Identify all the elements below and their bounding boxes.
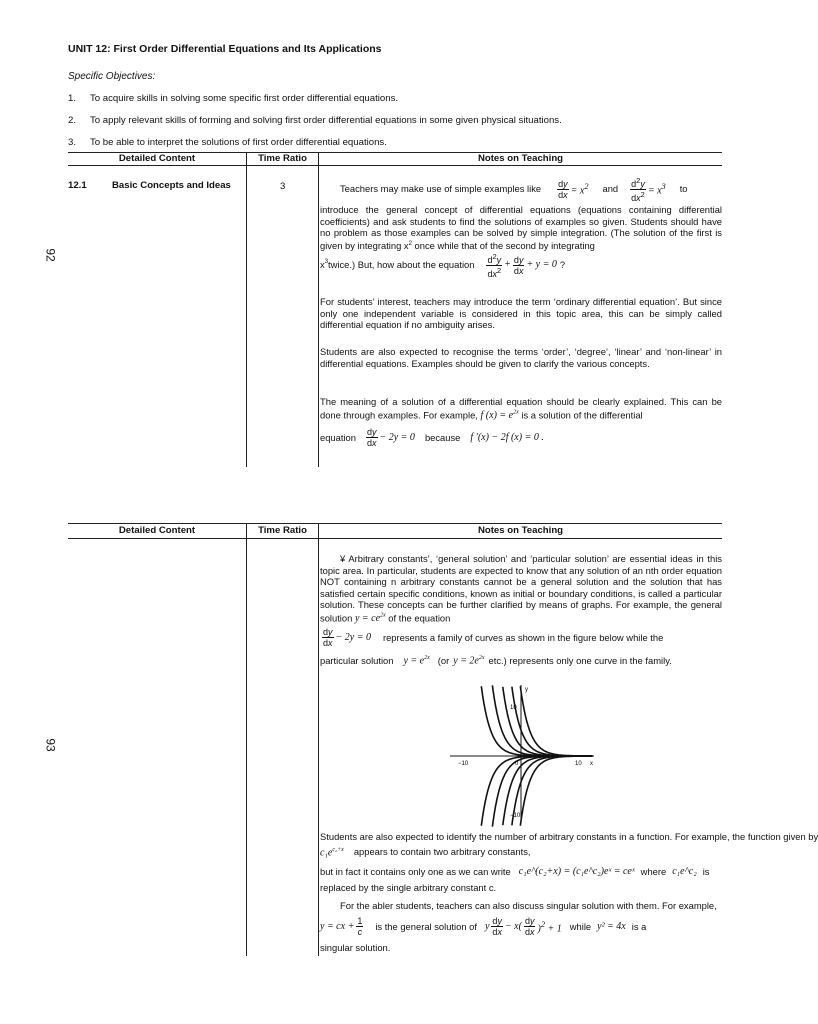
question-mark: ?	[559, 259, 566, 271]
paragraph-text: is	[702, 866, 710, 878]
fraction-d2y-dx2: $\frac{d^2y}{dx^2}$	[631, 175, 645, 203]
objective-item	[68, 93, 398, 104]
objective-text: To acquire skills in solving some specific first order differential equations.	[90, 93, 399, 104]
paragraph-text: ¥ Arbitrary constants’, ‘general solution’ and ‘particular solution’ are essential ideas in this topic area. In particular, students are expected to know that any solution of an nth order equation NOT containing n arbitrary constants cannot be a general solution and the solution that has satisfied certain specific conditions, known as initial or boundary conditions, is called a particular solution. These concepts can be further clarified by means of graphs. For example, the general solution	[320, 553, 722, 623]
superscript: 2	[408, 240, 412, 247]
notes-paragraph-2: For students’ interest, teachers may introduce the term ‘ordinary differential equation’. But since only one independent variable is considered in this topic area, this can be simply called differential equation if no ambiguity arises.	[320, 296, 722, 330]
origin-label: 0	[515, 761, 519, 767]
unit-title: UNIT 12: First Order Differential Equations and Its Applications	[68, 43, 382, 55]
equation-general: y = cx +	[320, 920, 355, 932]
equation-tail: − 2y = 0	[335, 631, 371, 643]
paragraph-text: represents a family of curves as shown in the figure below while the	[382, 631, 664, 643]
fraction-1-over-c: $\frac{1}{c}$	[357, 916, 363, 937]
paragraph-text: is a	[631, 920, 647, 932]
objective-number: 2.	[68, 115, 77, 126]
table-rule	[68, 538, 722, 539]
paragraph-text: x	[320, 259, 325, 271]
paragraph-text: is the general solution of	[375, 920, 477, 932]
paragraph-text: equation	[320, 431, 356, 443]
equation-singular: y² = 4x	[597, 920, 626, 932]
header-time-ratio: Time Ratio	[258, 525, 307, 536]
header-detailed-content: Detailed Content	[118, 153, 196, 164]
page-number: 92	[43, 248, 58, 262]
column-divider	[318, 152, 319, 467]
paragraph-text: and	[602, 183, 619, 195]
page-number: 93	[43, 738, 58, 752]
objective-text: To apply relevant skills of forming and solving first order differential equations in some given physical situations.	[90, 115, 562, 126]
equation-tail: − 2y = 0	[379, 431, 415, 443]
paragraph-text: once while that of the second by integrating	[411, 239, 595, 251]
notes-paragraph-5	[320, 553, 722, 670]
header-notes-on-teaching: Notes on Teaching	[477, 153, 564, 164]
solution-curve	[512, 687, 593, 756]
paragraph-text: but in fact it contains only one as we can write	[320, 866, 511, 878]
solution-curve	[503, 687, 593, 756]
column-divider	[246, 152, 247, 467]
paragraph-text: Teachers may make use of simple examples like	[340, 183, 542, 195]
paragraph-text: introduce the general concept of differential equations (equations containing differential coefficients) and ask students to find the solutions of examples so given. Students should have no problem as those examples can be solved by simple integration. (The solution of the first is given by integrating x	[320, 204, 722, 251]
equation-rewrite: c₁e^(c₂+x) = (c₁e^c₂)eˣ = ceˣ	[518, 866, 635, 878]
notes-paragraph-6	[320, 830, 818, 894]
paragraph-text: particular solution	[320, 654, 394, 666]
equation-constant: c₁e^c₂	[672, 866, 697, 878]
header-notes-on-teaching: Notes on Teaching	[477, 525, 564, 536]
paragraph-text: For the abler students, teachers can also discuss singular solution with them. For example,	[340, 900, 717, 911]
objective-item	[68, 137, 387, 148]
paragraph-text: singular solution.	[320, 941, 391, 953]
objective-number: 1.	[68, 93, 77, 104]
equation-fx: f $(x) = e^{2x}$	[480, 409, 519, 421]
paragraph-text: etc.) represents only one curve in the family.	[488, 654, 672, 666]
fraction-dy-dx: $\frac{dy}{dx}$	[492, 916, 502, 937]
axis-label-y: y	[525, 687, 528, 693]
column-divider	[246, 523, 247, 956]
notes-paragraph-1: Teachers may make use of simple examples like $\frac{dy}{dx}$ = $x^2$ and $\frac{d^2y}{dx^2}$ = $x^3$ to introduce the general concept of differential equations (equations containing differential coefficients) and ask students to find the solutions of examples so given. Students should have no problem as those examples can be solved by simple integration. (The solution of the first is given by integrating $x^2$ once while that of the second by integrating x $^3$ twice.) But, how about the equation $\frac{d^2y}{dx^2}$ + $\frac{dy}{dx}$ + y = 0 ?	[320, 175, 722, 279]
objective-item	[68, 115, 562, 126]
notes-paragraph-3: Students are also expected to recognise the terms ‘order’, ‘degree’, ‘linear’ and ‘non-linear’ in differential equations. Examples should be given to clarify the various concepts.	[320, 346, 722, 369]
paragraph-text: to	[679, 183, 688, 195]
equation-particular: $y = e^{2x}$	[403, 655, 430, 667]
superscript: 3	[324, 259, 329, 266]
section-title: Basic Concepts and Ideas	[112, 180, 231, 191]
solution-curve	[492, 685, 592, 756]
paragraph-text: because	[424, 431, 461, 443]
tick-label-10-right: 10	[575, 761, 582, 767]
paragraph-text: is a solution of the differential	[521, 408, 643, 420]
table-rule	[68, 165, 722, 166]
tick-label-10-top: 10	[510, 705, 517, 711]
objectives-heading: Specific Objectives:	[68, 71, 156, 82]
fraction-dy-dx: $\frac{dy}{dx}$	[323, 626, 333, 648]
fraction-dy-dx: $\frac{dy}{dx}$	[524, 916, 535, 937]
equation-particular-alt: $y = 2e^{2x}$	[453, 655, 485, 667]
time-ratio-value: 3	[280, 181, 286, 192]
paragraph-text: twice.) But, how about the equation	[328, 259, 475, 271]
equation-plus-y: + y = 0	[526, 259, 557, 271]
paragraph-text: Students are also expected to identify the number of arbitrary constants in a function. For example, the function given by	[320, 830, 818, 842]
fraction-dy-dx: $\frac{dy}{dx}$	[366, 426, 377, 448]
notes-paragraph-7: For the abler students, teachers can also discuss singular solution with them. For example, y = cx + $\frac{1}{c}$ is the general solution of y $\frac{dy}{dx}$ − x( $\frac{dy}{dx}$ )$^2$ + 1 while y² = 4x is a singular solution.	[320, 900, 722, 953]
section-number: 12.1	[68, 180, 87, 191]
equation-function: $c_1e^{c_2+x}$	[320, 847, 344, 859]
header-detailed-content: Detailed Content	[118, 525, 196, 536]
equation-x-cubed: = $x^3$	[647, 182, 666, 197]
column-divider	[318, 523, 319, 956]
paragraph-text: appears to contain two arbitrary constants,	[353, 846, 531, 858]
tick-label-neg10-bottom: −10	[510, 813, 521, 819]
paragraph-text: (or	[437, 654, 450, 666]
table-rule	[68, 523, 722, 524]
tick-label-neg10-left: −10	[458, 761, 469, 767]
fraction-dy-dx: $\frac{dy}{dx}$	[513, 254, 524, 276]
paragraph-text: of the equation	[388, 611, 451, 623]
objective-text: To be able to interpret the solutions of first order differential equations.	[90, 137, 387, 148]
paragraph-text: replaced by the single arbitrary constant c.	[320, 882, 497, 893]
objective-number: 3.	[68, 137, 77, 148]
equation-general-solution: $y = ce^{2x}$	[354, 612, 386, 624]
equation-condition: f ′(x) − 2f (x) = 0 .	[470, 431, 544, 443]
equation-x-squared: = $x^2$	[570, 182, 589, 197]
fraction-dy-dx: $\frac{dy}{dx}$	[558, 178, 568, 200]
paragraph-text: while	[569, 920, 592, 932]
solution-curve	[520, 686, 592, 756]
notes-paragraph-4	[320, 396, 722, 451]
fraction-d2y-dx2: $\frac{d^2y}{dx^2}$	[487, 251, 502, 279]
family-of-curves-figure	[448, 683, 596, 825]
axis-label-x: x	[590, 761, 593, 767]
paragraph-text: The meaning of a solution of a differential equation should be clearly explained. This can be done through examples. For example,	[320, 396, 722, 420]
header-time-ratio: Time Ratio	[258, 153, 307, 164]
paragraph-text: where	[640, 866, 667, 878]
